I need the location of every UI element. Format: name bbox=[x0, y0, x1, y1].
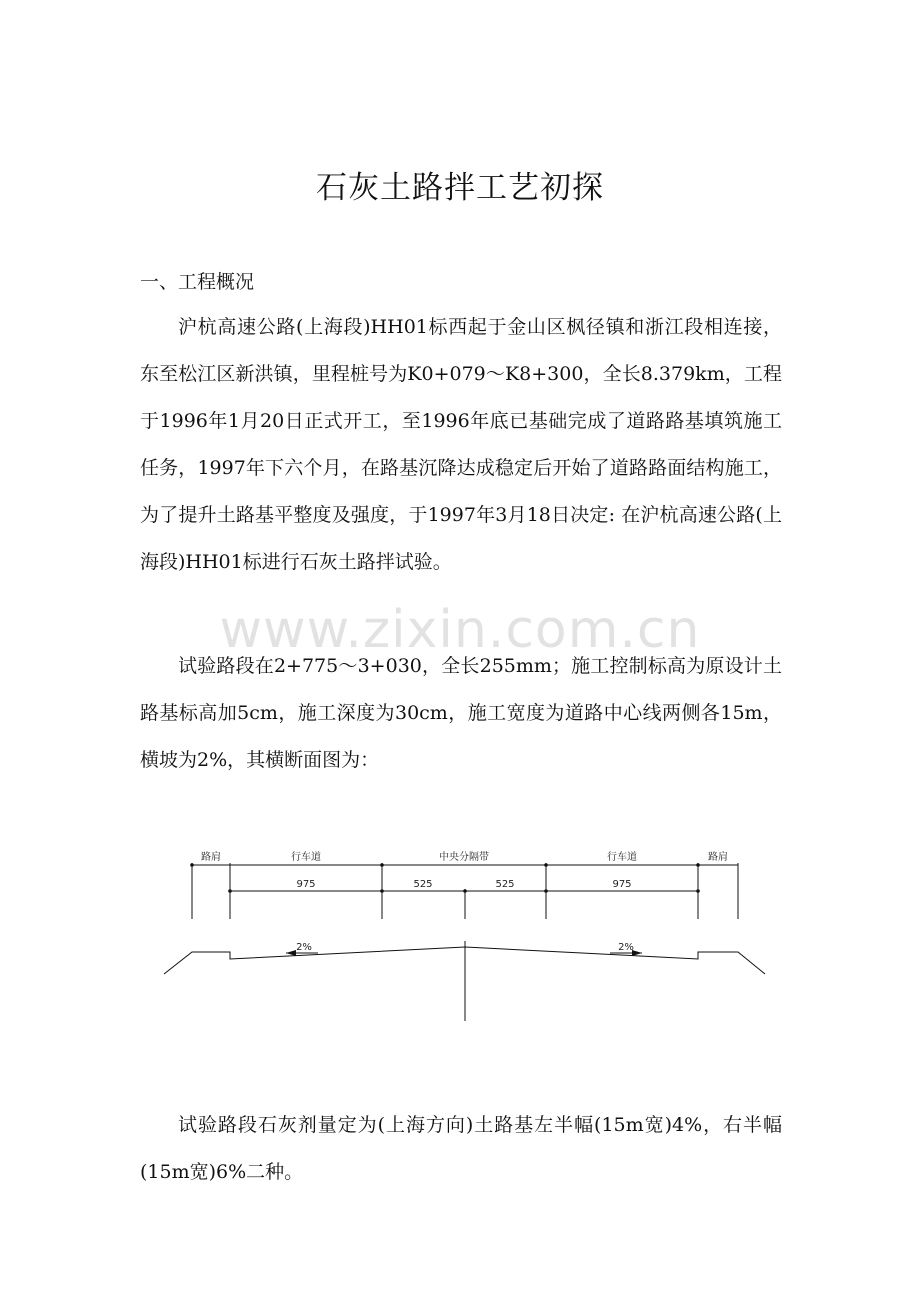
dim-median-right: 525 bbox=[495, 879, 515, 890]
diagram-lines bbox=[164, 863, 765, 1021]
node bbox=[380, 889, 384, 893]
node bbox=[696, 889, 700, 893]
node bbox=[544, 863, 548, 867]
section-heading: 一、工程概况 bbox=[140, 271, 255, 293]
arrowhead-left bbox=[286, 950, 296, 956]
node bbox=[463, 889, 467, 893]
paragraph-lime-dosage: 试验路段石灰剂量定为(上海方向)土路基左半幅(15m宽)4%，右半幅(15m宽)6%二种。 bbox=[140, 1114, 782, 1183]
document-title: 石灰土路拌工艺初探 bbox=[316, 170, 604, 206]
node bbox=[380, 863, 384, 867]
paragraph-test-section: 试验路段在2+775～3+030，全长255mm；施工控制标高为原设计土路基标高加5cm，施工深度为30cm，施工宽度为道路中心线两侧各15m，横坡为2%，其横断面图为： bbox=[140, 655, 782, 771]
label-lane-left: 行车道 bbox=[291, 852, 321, 863]
slope-label-left: 2% bbox=[296, 942, 312, 953]
cross-section-diagram bbox=[160, 845, 770, 1025]
slope-label-right: 2% bbox=[618, 942, 634, 953]
label-median: 中央分隔带 bbox=[439, 852, 489, 863]
paragraph-overview: 沪杭高速公路(上海段)HH01标西起于金山区枫径镇和浙江段相连接，东至松江区新洪镇，里程桩号为K0+079～K8+300，全长8.379km，工程于1996年1月20日正式开工，至1996年底已基础完成了道路路基填筑施工任务，1997年下六个月，在路基沉降达成稳定后开始了道路路面结构施工，为了提升土路基平整度及强度，于1997年3月18日决定: 在沪杭高速公路(上海段)HH01标进行石灰土路拌试验。 bbox=[140, 316, 782, 573]
dim-median-left: 525 bbox=[413, 879, 433, 890]
label-lane-right: 行车道 bbox=[607, 852, 637, 863]
node bbox=[696, 863, 700, 867]
node bbox=[190, 863, 194, 867]
dim-lane-right: 975 bbox=[612, 879, 632, 890]
node bbox=[544, 889, 548, 893]
watermark: www.zixin.com.cn bbox=[219, 600, 701, 660]
node bbox=[228, 889, 232, 893]
label-shoulder-left: 路肩 bbox=[201, 852, 221, 863]
label-shoulder-right: 路肩 bbox=[708, 852, 728, 863]
dim-lane-left: 975 bbox=[296, 879, 316, 890]
